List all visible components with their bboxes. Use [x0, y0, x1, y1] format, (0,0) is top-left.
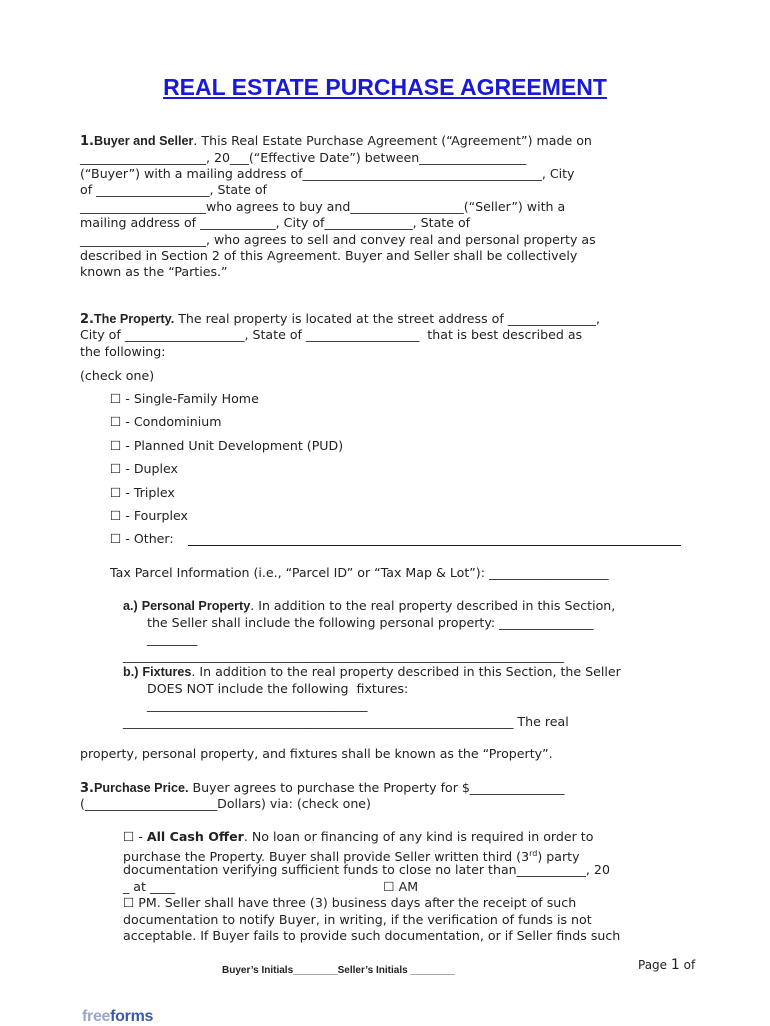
- page-number: [638, 957, 695, 973]
- option-fourplex[interactable]: ☐ - Fourplex: [110, 508, 188, 523]
- subsection-b-line: DOES NOT include the following fixtures:: [147, 681, 409, 696]
- section-3-line: Buyer agrees to purchase the Property for $_______________: [188, 780, 565, 795]
- freeforms-logo: [82, 1008, 153, 1026]
- tax-parcel-line: Tax Parcel Information (i.e., “Parcel ID” or “Tax Map & Lot”): ___________________: [110, 565, 609, 580]
- document-title: REAL ESTATE PURCHASE AGREEMENT: [163, 74, 607, 100]
- cash-offer-first-line: [123, 829, 593, 845]
- section-1-number: 1.: [80, 134, 94, 149]
- initials-line: Buyer’s Initials________Seller’s Initials ________: [222, 965, 455, 976]
- property-definition: property, personal property, and fixtures shall be known as the “Property”.: [80, 746, 553, 761]
- section-1-line: mailing address of ____________, City of______________, State of: [80, 215, 471, 230]
- cash-offer-line: ☐ PM. Seller shall have three (3) business days after the receipt of such: [123, 895, 577, 910]
- superscript-rd: rd: [529, 849, 538, 858]
- subsection-a-line: ________: [147, 631, 198, 646]
- cash-offer-line: _ at ____ ☐ AM: [123, 879, 419, 894]
- subsection-b-line: . In addition to the real property described in this Section, the Seller: [191, 664, 621, 679]
- section-1-line: ____________________, 20___(“Effective Date”) between_________________: [80, 150, 527, 165]
- cash-offer-line: documentation to notify Buyer, in writing, if the verification of funds is not: [123, 912, 592, 927]
- option-single-family[interactable]: ☐ - Single-Family Home: [110, 391, 259, 406]
- section-2-line: The real property is located at the street address of ______________,: [174, 311, 600, 326]
- cash-offer-heading: All Cash Offer: [146, 829, 244, 844]
- section-1-line: of __________________, State of: [80, 182, 267, 197]
- subsection-b-last-line: [123, 714, 569, 730]
- cash-offer-line: . No loan or financing of any kind is required in order to: [243, 829, 594, 844]
- section-1-line: . This Real Estate Purchase Agreement (“Agreement”) made on: [193, 133, 592, 148]
- section-3-number: 3.: [80, 781, 94, 796]
- section-1-first-line: [80, 133, 592, 150]
- subsection-a-label: a.): [123, 599, 138, 613]
- other-blank-line[interactable]: [188, 545, 681, 546]
- subsection-b-line: ___________________________________: [147, 697, 368, 712]
- page-of: of: [679, 958, 696, 972]
- page-num: 1: [670, 957, 680, 973]
- section-1-heading: Buyer and Seller: [93, 134, 194, 148]
- option-pud[interactable]: ☐ - Planned Unit Development (PUD): [110, 438, 344, 453]
- option-other[interactable]: ☐ - Other:: [110, 531, 178, 546]
- cash-offer-text: purchase the Property. Buyer shall provide Seller written third (3: [123, 849, 530, 865]
- option-triplex[interactable]: ☐ - Triplex: [110, 485, 175, 500]
- subsection-b-heading: Fixtures: [142, 665, 192, 679]
- section-2-line: City of ___________________, State of __________________ that is best described as: [80, 327, 583, 342]
- cash-offer-checkbox[interactable]: ☐ -: [123, 829, 147, 844]
- logo-free: free: [82, 1008, 111, 1025]
- section-2-first-line: [80, 311, 600, 328]
- section-3-line: (_____________________Dollars) via: (check one): [80, 796, 371, 811]
- subsection-a-line: . In addition to the real property described in this Section,: [250, 598, 616, 613]
- section-1-line: ____________________, who agrees to sell and convey real and personal property as: [80, 232, 596, 247]
- section-3-first-line: [80, 780, 564, 797]
- check-one-label: (check one): [80, 368, 155, 383]
- section-2-heading: The Property.: [93, 312, 175, 326]
- page-label: Page: [638, 958, 671, 972]
- subsection-b-first-line: [123, 664, 621, 680]
- section-2-number: 2.: [80, 312, 94, 327]
- section-2-line: the following:: [80, 344, 166, 359]
- cash-offer-line: documentation verifying sufficient funds to close no later than___________, 20: [123, 862, 610, 877]
- cash-offer-text: ) party: [537, 849, 580, 865]
- option-condominium[interactable]: ☐ - Condominium: [110, 414, 222, 429]
- cash-offer-line: acceptable. If Buyer fails to provide such documentation, or if Seller finds such: [123, 928, 621, 943]
- section-1-line: (“Buyer”) with a mailing address of______________________________________, City: [80, 166, 575, 181]
- section-3-heading: Purchase Price.: [93, 781, 189, 795]
- subsection-a-line: the Seller shall include the following personal property: _______________: [147, 615, 594, 630]
- subsection-b-line: ______________________________________________________________: [123, 714, 514, 729]
- section-1-line: ____________________who agrees to buy and__________________(“Seller”) with a: [80, 199, 566, 214]
- subsection-b-label: b.): [123, 665, 139, 679]
- subsection-a-heading: Personal Property: [141, 599, 251, 613]
- subsection-a-first-line: [123, 598, 615, 614]
- section-1-line: known as the “Parties.”: [80, 264, 228, 279]
- section-1-line: described in Section 2 of this Agreement. Buyer and Seller shall be collectively: [80, 248, 578, 263]
- subsection-b-tail: The real: [513, 714, 569, 729]
- logo-forms: forms: [110, 1008, 154, 1025]
- option-duplex[interactable]: ☐ - Duplex: [110, 461, 178, 476]
- subsection-a-line: ______________________________________________________________________: [123, 648, 564, 663]
